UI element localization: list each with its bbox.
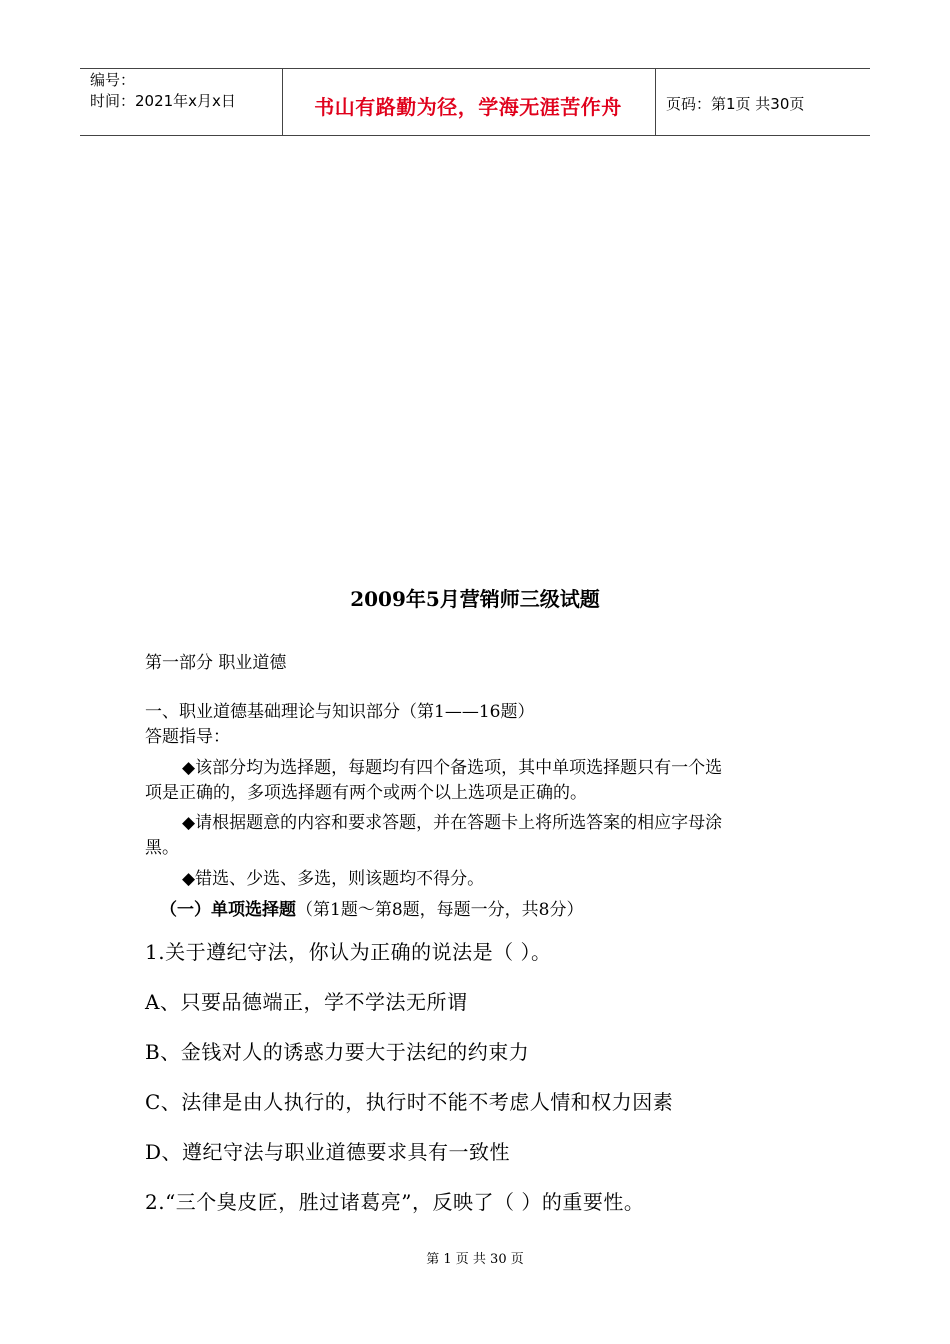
question-option: D、遵纪守法与职业道德要求具有一致性 [145, 1140, 511, 1164]
question-option: A、只要品德端正，学不学法无所谓 [145, 990, 468, 1014]
header-meta [90, 70, 236, 112]
header-top-rule [80, 68, 870, 69]
subsection-heading [160, 895, 583, 920]
document-code-label: 编号： [90, 71, 136, 89]
header-motto: 书山有路勤为径，学海无涯苦作舟 [314, 95, 622, 119]
guide-line: ◆请根据题意的内容和要求答题，并在答题卡上将所选答案的相应字母涂 [182, 813, 723, 833]
document-title: 2009年5月营销师三级试题 [350, 587, 600, 611]
section-heading: 一、职业道德基础理论与知识部分（第1——16题） [145, 702, 535, 722]
question-line: 2.“三个臭皮匠，胜过诸葛亮”，反映了（ ）的重要性。 [145, 1190, 645, 1214]
subsection-title: （一）单项选择题 [160, 900, 296, 920]
guide-line: ◆错选、少选、多选，则该题均不得分。 [182, 869, 485, 889]
page-footer: 第 1 页 共 30 页 [426, 1252, 524, 1267]
header-bottom-rule [80, 135, 870, 136]
subsection-note: （第1题～第8题，每题一分，共8分） [296, 900, 584, 920]
guide-line: 项是正确的，多项选择题有两个或两个以上选项是正确的。 [145, 783, 587, 803]
question-line: 1.关于遵纪守法，你认为正确的说法是（ ）。 [145, 940, 552, 964]
header-page-info: 页码：第1页 共30页 [666, 95, 805, 113]
header-divider-right [655, 68, 656, 135]
guide-line: ◆该部分均为选择题，每题均有四个备选项，其中单项选择题只有一个选 [182, 758, 723, 778]
guide-label: 答题指导： [145, 727, 230, 747]
question-option: B、金钱对人的诱惑力要大于法纪的约束力 [145, 1040, 530, 1064]
guide-line: 黑。 [145, 838, 179, 858]
document-date: 时间：2021年x月x日 [90, 92, 236, 110]
question-option: C、法律是由人执行的，执行时不能不考虑人情和权力因素 [145, 1090, 674, 1114]
part-heading: 第一部分 职业道德 [145, 653, 287, 673]
